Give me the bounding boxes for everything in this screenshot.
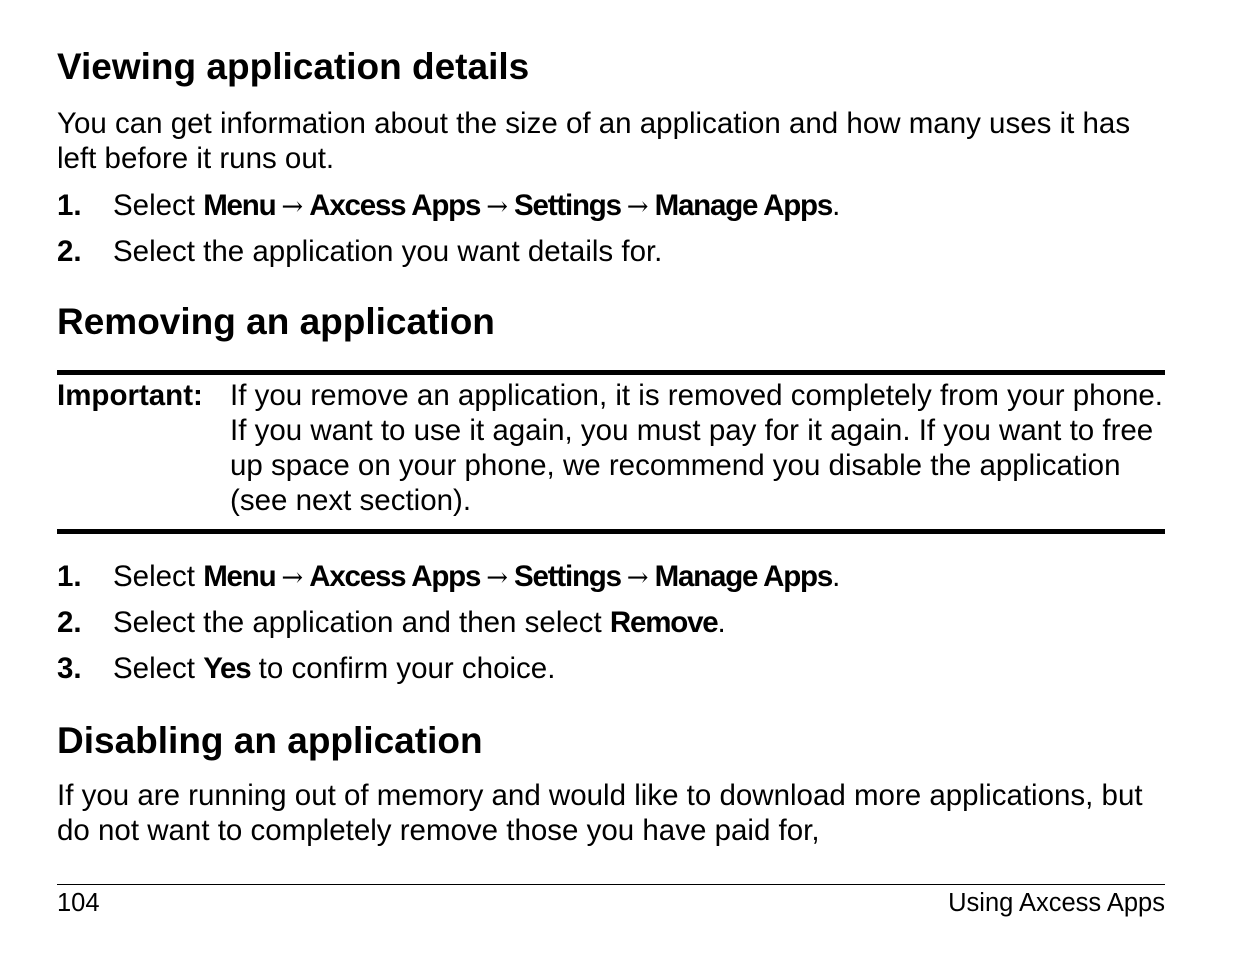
menu-path-settings: Settings <box>514 560 621 593</box>
step-suffix: . <box>717 606 726 639</box>
step-prefix: Select the application and then select <box>113 606 610 639</box>
remove-option-label: Remove <box>609 606 718 639</box>
viewing-step-1 <box>57 188 840 225</box>
page-number: 104 <box>57 889 100 917</box>
menu-path-menu: Menu <box>203 560 276 593</box>
step-number: 1. <box>57 189 82 222</box>
step-suffix: to confirm your choice. <box>250 652 556 685</box>
menu-path-axcess-apps: Axcess Apps <box>309 560 481 593</box>
viewing-step-2 <box>57 234 662 269</box>
chapter-title: Using Axcess Apps <box>948 889 1165 917</box>
step-number: 1. <box>57 560 82 593</box>
heading-disabling-an-application: Disabling an application <box>57 720 483 761</box>
important-text: If you remove an application, it is removed completely from your phone. If you want to use it again, you must pay for it again. If you want to free up space on your phone, we recommend you disable the application (see next section). <box>230 379 1163 517</box>
menu-path-settings: Settings <box>514 189 621 222</box>
important-label: Important: <box>57 379 203 412</box>
step-suffix: . <box>832 189 841 222</box>
step-number: 3. <box>57 652 82 685</box>
page-footer <box>57 884 1165 917</box>
menu-path-axcess-apps: Axcess Apps <box>309 189 481 222</box>
right-arrow-icon: → <box>281 192 304 222</box>
right-arrow-icon: → <box>626 192 649 222</box>
heading-removing-an-application: Removing an application <box>57 301 495 342</box>
step-prefix: Select <box>113 560 204 593</box>
menu-path-menu: Menu <box>203 189 276 222</box>
step-prefix: Select <box>113 652 204 685</box>
right-arrow-icon: → <box>486 192 509 222</box>
step-prefix: Select <box>113 189 204 222</box>
important-top-rule <box>57 370 1165 375</box>
right-arrow-icon: → <box>281 563 304 593</box>
menu-path-manage-apps: Manage Apps <box>654 560 833 593</box>
important-bottom-rule <box>57 529 1165 534</box>
right-arrow-icon: → <box>626 563 649 593</box>
right-arrow-icon: → <box>486 563 509 593</box>
step-number: 2. <box>57 606 82 639</box>
removing-step-1 <box>57 559 840 596</box>
step-number: 2. <box>57 235 82 268</box>
disabling-intro-paragraph: If you are running out of memory and would like to download more applications, but do not want to completely remove those you have paid for, <box>57 779 1143 847</box>
menu-path-manage-apps: Manage Apps <box>654 189 833 222</box>
viewing-intro-paragraph: You can get information about the size of an application and how many uses it has left before it runs out. <box>57 107 1131 175</box>
step-suffix: . <box>832 560 841 593</box>
heading-viewing-application-details: Viewing application details <box>57 46 530 87</box>
removing-step-3 <box>57 651 555 686</box>
step-text: Select the application you want details for. <box>113 235 663 268</box>
yes-option-label: Yes <box>203 652 251 685</box>
removing-step-2 <box>57 605 726 640</box>
